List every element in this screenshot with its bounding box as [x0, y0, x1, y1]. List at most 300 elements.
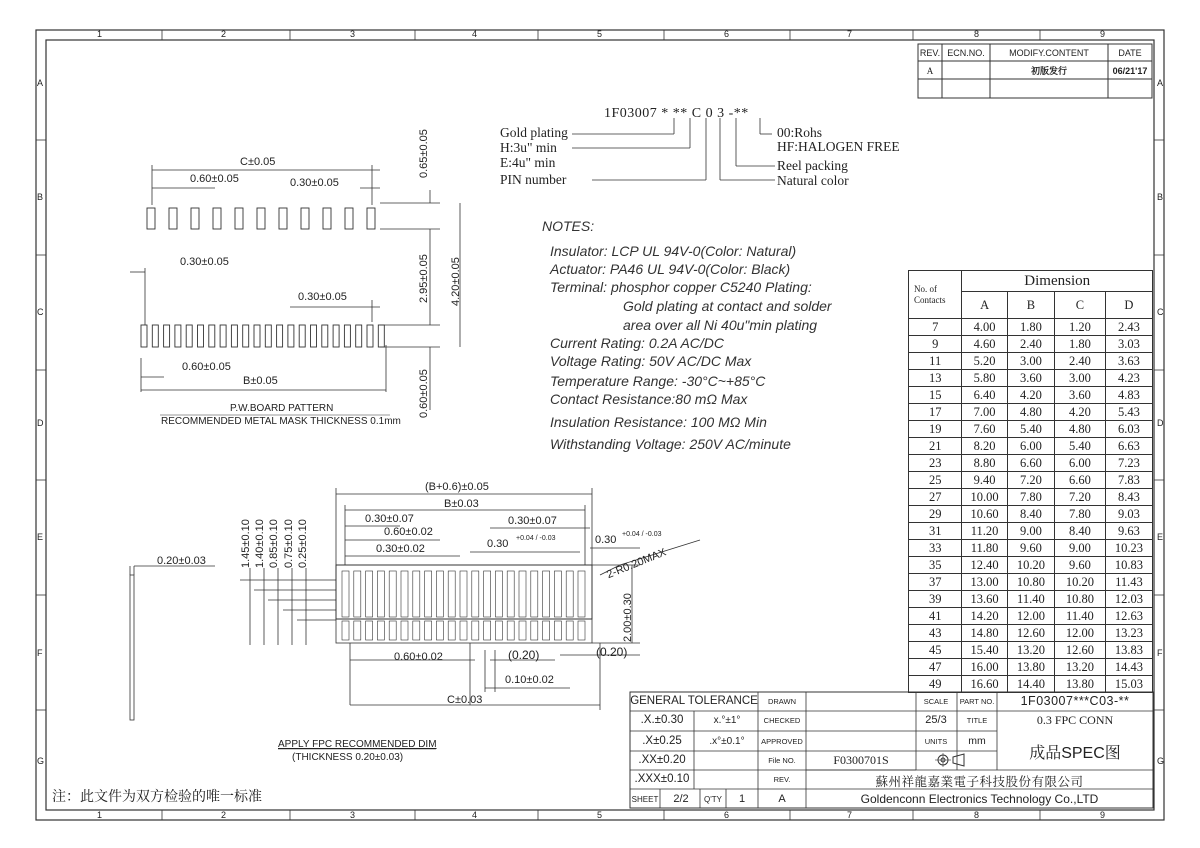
fpc-finger-lower [401, 621, 408, 640]
dim-fpc-pitch: 0.60±0.02 [394, 651, 443, 663]
pcb-pad-bottom [311, 325, 317, 347]
dim-table-cell: 5.40 [1054, 438, 1105, 455]
note-insulation: Insulation Resistance: 100 MΩ Min [550, 414, 767, 430]
rev-date-value: 06/21'17 [1112, 65, 1148, 76]
dim-table-row [909, 642, 1153, 659]
dim-table-cell: 9.00 [1054, 540, 1105, 557]
dim-pcb-pitch-top: 0.60±0.05 [190, 173, 239, 185]
fpc-finger-lower [507, 621, 514, 640]
dim-table-cell: 47 [909, 659, 962, 676]
dim-table-cell: 11.80 [962, 540, 1007, 557]
pcb-pad-bottom [288, 325, 294, 347]
dim-table-cell: 13.83 [1105, 642, 1152, 659]
dim-pcb-pitch-top2: 0.30±0.05 [290, 177, 339, 189]
part-code-note-e: E:4u" min [500, 155, 556, 170]
pcb-pad-bottom [277, 325, 283, 347]
dim-table-cell: 23 [909, 455, 962, 472]
fpc-finger [472, 571, 479, 617]
dim-table-cell: 25 [909, 472, 962, 489]
dim-table-cell: 8.20 [962, 438, 1007, 455]
fpc-finger-lower [413, 621, 420, 640]
pcb-pad-top [147, 208, 155, 229]
fpc-finger [342, 571, 349, 617]
tb-ang-2: .x°±0.1° [709, 735, 745, 747]
dim-table-cell: 9 [909, 336, 962, 353]
dim-fpc-p7: 0.10±0.02 [505, 674, 554, 686]
note-withstanding: Withstanding Voltage: 250V AC/minute [550, 436, 791, 452]
pcb-pad-bottom [152, 325, 158, 347]
tb-qty: 1 [738, 793, 746, 805]
tb-units: mm [968, 735, 986, 747]
frame-column-number: 4 [472, 29, 478, 39]
tb-scale-label: SCALE [923, 696, 949, 706]
note-current: Current Rating: 0.2A AC/DC [550, 335, 725, 351]
dim-fpc-p2: 0.30±0.07 [508, 515, 557, 527]
frame-row-letter: E [37, 532, 44, 542]
dim-table-cell: 11.20 [962, 523, 1007, 540]
dim-table-contacts-header-2: Contacts [914, 294, 946, 305]
pcb-pad-top [235, 208, 243, 229]
dim-table-cell: 4.00 [962, 319, 1007, 336]
dim-pcb-v2: 2.95±0.05 [418, 254, 430, 303]
fpc-finger [519, 571, 526, 617]
frame-row-letter: F [1157, 648, 1163, 658]
dim-table-contacts-header-1: No. of [914, 283, 937, 294]
dim-fpc-v4: 0.75±0.10 [283, 519, 295, 568]
frame-column-number: 5 [597, 810, 603, 820]
rev-value: A [926, 65, 934, 76]
dim-table-cell: 11.43 [1105, 574, 1152, 591]
dim-table-cell: 15 [909, 387, 962, 404]
dim-table-row [909, 574, 1153, 591]
dim-table-col-c: C [1054, 292, 1105, 319]
dim-table-cell: 6.60 [1007, 455, 1054, 472]
dim-fpc-p1: 0.30±0.07 [365, 513, 414, 525]
dim-table-cell: 2.40 [1054, 353, 1105, 370]
dim-table-cell: 7.80 [1007, 489, 1054, 506]
note-contact-resistance: Contact Resistance:80 mΩ Max [550, 391, 748, 407]
dim-table-cell: 7.20 [1054, 489, 1105, 506]
tb-drawn: DRAWN [767, 696, 797, 706]
dim-table-cell: 16.60 [962, 676, 1007, 693]
fpc-body-lower [336, 619, 592, 643]
fpc-finger [507, 571, 514, 617]
fpc-finger [413, 571, 420, 617]
fpc-finger [578, 571, 585, 617]
frame-column-number: 2 [221, 29, 227, 39]
rev-header-content: MODIFY.CONTENT [1009, 47, 1089, 58]
dim-pcb-pitch-bottom: 0.60±0.05 [182, 361, 231, 373]
tb-rev-label: REV. [773, 774, 791, 784]
dim-pcb-offset: 0.30±0.05 [180, 256, 229, 268]
pcb-pad-top [257, 208, 265, 229]
dim-table-cell: 10.20 [1054, 574, 1105, 591]
fpc-finger-lower [354, 621, 361, 640]
dim-table-cell: 6.63 [1105, 438, 1152, 455]
pcb-pad-bottom [265, 325, 271, 347]
dim-table-cell: 1.80 [1007, 319, 1054, 336]
dim-table-row [909, 319, 1153, 336]
note-actuator: Actuator: PA46 UL 94V-0(Color: Black) [550, 261, 791, 277]
dim-table-cell: 10.60 [962, 506, 1007, 523]
dim-fpc-thickness: 0.20±0.03 [157, 555, 206, 567]
fpc-finger [531, 571, 538, 617]
dim-pcb-pitch-mid: 0.30±0.05 [298, 291, 347, 303]
dim-fpc-b: B±0.03 [444, 498, 479, 510]
fpc-finger-lower [377, 621, 384, 640]
dim-table-cell: 3.60 [1007, 370, 1054, 387]
tb-checked: CHECKED [763, 715, 801, 725]
pcb-pad-top [323, 208, 331, 229]
dim-table-cell: 15.03 [1105, 676, 1152, 693]
dim-table-cell: 7 [909, 319, 962, 336]
fpc-finger-lower [436, 621, 443, 640]
dim-table-cell: 6.00 [1054, 455, 1105, 472]
tb-doc-title: 成品SPEC图 [1029, 744, 1121, 762]
fpc-finger [401, 571, 408, 617]
pcb-pad-top [213, 208, 221, 229]
dim-fpc-p5-tol: +0.04 / -0.03 [516, 535, 556, 542]
dim-table-cell: 3.60 [1054, 387, 1105, 404]
tb-units-label: UNITS [924, 736, 948, 746]
frame-row-letter: D [37, 418, 44, 428]
dim-table-cell: 27 [909, 489, 962, 506]
dim-table-cell: 13.20 [1054, 659, 1105, 676]
dim-fpc-height: 2.00±0.30 [622, 593, 634, 642]
tb-tol-4: .XXX±0.10 [634, 773, 690, 785]
rev-header-rev: REV. [919, 47, 941, 58]
pcb-pad-bottom [254, 325, 260, 347]
dim-table-cell: 49 [909, 676, 962, 693]
dim-table-row [909, 489, 1153, 506]
pcb-pad-top [345, 208, 353, 229]
fpc-finger [448, 571, 455, 617]
note-plating-2: area over all Ni 40u"min plating [623, 317, 818, 333]
dim-table-cell: 10.80 [1054, 591, 1105, 608]
tb-scale: 25/3 [925, 714, 947, 726]
dim-table-cell: 37 [909, 574, 962, 591]
dim-table-cell: 9.40 [962, 472, 1007, 489]
dim-table-row [909, 608, 1153, 625]
pcb-pad-bottom [378, 325, 384, 347]
tb-part-no-label: PART NO. [959, 696, 995, 706]
dim-table-cell: 4.60 [962, 336, 1007, 353]
dim-table-col-a: A [962, 292, 1007, 319]
dim-table-cell: 21 [909, 438, 962, 455]
fpc-finger-lower [460, 621, 467, 640]
pcb-pad-top [301, 208, 309, 229]
frame-row-letter: F [37, 648, 43, 658]
dim-table-cell: 7.23 [1105, 455, 1152, 472]
fpc-finger-lower [389, 621, 396, 640]
dim-table-cell: 8.40 [1007, 506, 1054, 523]
dim-table-cell: 1.80 [1054, 336, 1105, 353]
dim-table-cell: 12.00 [1054, 625, 1105, 642]
pcb-pattern-title: P.W.BOARD PATTERN [230, 403, 334, 414]
part-code-note-h: H:3u" min [500, 140, 557, 155]
pcb-pad-bottom [299, 325, 305, 347]
pcb-pad-bottom [220, 325, 226, 347]
dim-fpc-p4: 0.30±0.02 [376, 543, 425, 555]
dim-table-row [909, 472, 1153, 489]
dim-table-cell: 4.23 [1105, 370, 1152, 387]
dim-table-cell: 41 [909, 608, 962, 625]
dim-table-cell: 31 [909, 523, 962, 540]
dim-pcb-v4: 0.60±0.05 [418, 369, 430, 418]
dim-table-cell: 6.00 [1007, 438, 1054, 455]
dim-table-row [909, 523, 1153, 540]
rev-content-value: 初版发行 [1030, 66, 1067, 76]
pcb-pad-bottom [356, 325, 362, 347]
dim-table-cell: 13.80 [1054, 676, 1105, 693]
dim-table-row [909, 438, 1153, 455]
pcb-pad-bottom [186, 325, 192, 347]
dim-table-row [909, 353, 1153, 370]
dim-table-cell: 4.80 [1007, 404, 1054, 421]
frame-row-letter: C [1157, 307, 1164, 317]
dim-table-row [909, 421, 1153, 438]
frame-row-letter: G [1157, 756, 1165, 766]
frame-column-number: 5 [597, 29, 603, 39]
pcb-pad-bottom [141, 325, 147, 347]
tb-company-cn: 蘇州祥龍嘉業電子科技股份有限公司 [875, 775, 1084, 789]
part-code-note-reel: Reel packing [777, 158, 848, 173]
pcb-pad-bottom [367, 325, 373, 347]
dim-table-cell: 8.80 [962, 455, 1007, 472]
fpc-finger-lower [566, 621, 573, 640]
projection-symbol-icon [932, 751, 966, 769]
frame-row-letter: B [1157, 192, 1164, 202]
dim-table-cell: 9.60 [1007, 540, 1054, 557]
frame-row-letter: A [37, 78, 44, 88]
fpc-finger-lower [484, 621, 491, 640]
dim-table-cell: 13.20 [1007, 642, 1054, 659]
dim-table-row [909, 506, 1153, 523]
frame-column-number: 4 [472, 810, 478, 820]
dim-table-cell: 10.83 [1105, 557, 1152, 574]
dimension-table [908, 270, 1153, 693]
dim-table-cell: 13.23 [1105, 625, 1152, 642]
pcb-pad-bottom [209, 325, 215, 347]
dim-table-cell: 6.40 [962, 387, 1007, 404]
tb-sheet-label: SHEET [631, 794, 659, 804]
dim-table-cell: 2.40 [1007, 336, 1054, 353]
dim-table-cell: 4.80 [1054, 421, 1105, 438]
dim-table-row [909, 659, 1153, 676]
dim-table-cell: 12.03 [1105, 591, 1152, 608]
frame-row-letter: A [1157, 78, 1164, 88]
fpc-finger [366, 571, 373, 617]
fpc-subtitle: (THICKNESS 0.20±0.03) [292, 752, 404, 763]
fpc-finger [495, 571, 502, 617]
dim-table-cell: 8.40 [1054, 523, 1105, 540]
part-code-note-gold: Gold plating [500, 125, 568, 140]
pcb-pad-bottom [243, 325, 249, 347]
rev-header-date: DATE [1118, 47, 1142, 58]
pcb-pad-top [169, 208, 177, 229]
dim-table-cell: 3.00 [1054, 370, 1105, 387]
pcb-pad-bottom [231, 325, 237, 347]
dim-pcb-b: B±0.05 [243, 375, 278, 387]
tb-file-no: F0300701S [833, 752, 889, 767]
dim-table-cell: 2.43 [1105, 319, 1152, 336]
part-code-note-color: Natural color [777, 173, 849, 188]
part-code-note-pin: PIN number [500, 172, 567, 187]
dim-table-cell: 10.23 [1105, 540, 1152, 557]
fpc-finger [425, 571, 432, 617]
dim-table-cell: 14.20 [962, 608, 1007, 625]
dim-table-cell: 12.40 [962, 557, 1007, 574]
dim-table-cell: 14.43 [1105, 659, 1152, 676]
dim-table-cell: 11 [909, 353, 962, 370]
dim-table-cell: 4.83 [1105, 387, 1152, 404]
dim-table-cell: 10.00 [962, 489, 1007, 506]
fpc-finger [484, 571, 491, 617]
part-code-note-rohs: 00:Rohs [777, 125, 823, 140]
dim-table-cell: 16.00 [962, 659, 1007, 676]
dim-table-cell: 3.63 [1105, 353, 1152, 370]
dim-table-cell: 6.03 [1105, 421, 1152, 438]
pcb-pad-bottom [322, 325, 328, 347]
dim-table-row [909, 540, 1153, 557]
dim-table-row [909, 455, 1153, 472]
dim-table-cell: 19 [909, 421, 962, 438]
dim-fpc-ref1: (0.20) [508, 648, 540, 662]
dim-fpc-v2: 1.40±0.10 [254, 519, 266, 568]
dim-fpc-b06: (B+0.6)±0.05 [425, 481, 489, 493]
frame-column-number: 3 [350, 29, 356, 39]
dim-table-col-b: B [1007, 292, 1054, 319]
dim-table-cell: 4.20 [1054, 404, 1105, 421]
fpc-finger [354, 571, 361, 617]
fpc-finger-lower [472, 621, 479, 640]
dim-table-row [909, 370, 1153, 387]
tb-tol-3: .XX±0.20 [638, 754, 686, 766]
frame-column-number: 1 [97, 29, 103, 39]
dim-table-cell: 7.80 [1054, 506, 1105, 523]
dim-table-row [909, 404, 1153, 421]
dim-fpc-p6-tol: +0.04 / -0.03 [622, 531, 662, 538]
frame-column-number: 9 [1100, 810, 1106, 820]
tb-rev: A [778, 793, 786, 805]
dim-table-cell: 13 [909, 370, 962, 387]
frame-column-number: 6 [724, 29, 730, 39]
dim-table-cell: 5.80 [962, 370, 1007, 387]
dim-table-row [909, 336, 1153, 353]
fpc-finger-lower [531, 621, 538, 640]
dim-table-cell: 17 [909, 404, 962, 421]
dim-table-contacts-header [909, 271, 962, 319]
fpc-side-view [130, 575, 134, 720]
dim-fpc-p3: 0.60±0.02 [384, 526, 433, 538]
dim-table-cell: 9.60 [1054, 557, 1105, 574]
frame-column-number: 8 [974, 810, 980, 820]
dim-fpc-v5: 0.25±0.10 [297, 519, 309, 568]
frame-row-letter: D [1157, 418, 1164, 428]
dim-table-cell: 5.20 [962, 353, 1007, 370]
dim-table-cell: 4.20 [1007, 387, 1054, 404]
frame-column-number: 7 [847, 810, 853, 820]
fpc-finger [377, 571, 384, 617]
tb-general-tolerance: GENERAL TOLERANCE [630, 695, 758, 707]
dim-pcb-c: C±0.05 [240, 156, 276, 168]
dim-table-cell: 12.60 [1054, 642, 1105, 659]
dim-table-cell: 7.60 [962, 421, 1007, 438]
dim-table-cell: 15.40 [962, 642, 1007, 659]
frame-column-number: 3 [350, 810, 356, 820]
dim-table-cell: 7.00 [962, 404, 1007, 421]
fpc-finger-lower [495, 621, 502, 640]
dim-table-row [909, 387, 1153, 404]
dim-table-cell: 8.43 [1105, 489, 1152, 506]
dim-table-row [909, 676, 1153, 693]
dim-table-cell: 1.20 [1054, 319, 1105, 336]
dim-table-cell: 29 [909, 506, 962, 523]
dim-table-body [909, 319, 1153, 693]
fpc-finger-lower [578, 621, 585, 640]
dim-table-cell: 11.40 [1007, 591, 1054, 608]
dim-fpc-c: C±0.03 [447, 694, 483, 706]
dim-table-cell: 7.20 [1007, 472, 1054, 489]
tb-company-en: Goldenconn Electronics Technology Co.,LTD [860, 792, 1099, 806]
dim-table-cell: 35 [909, 557, 962, 574]
tb-file-no-label: File NO. [768, 755, 796, 765]
fpc-finger [389, 571, 396, 617]
fpc-finger-lower [543, 621, 550, 640]
dim-table-cell: 6.60 [1054, 472, 1105, 489]
dim-table-cell: 13.60 [962, 591, 1007, 608]
dim-fpc-v1: 1.45±0.10 [240, 519, 252, 568]
dim-table-cell: 11.40 [1054, 608, 1105, 625]
dim-table-cell: 12.00 [1007, 608, 1054, 625]
fpc-finger-lower [554, 621, 561, 640]
tb-approved: APPROVED [761, 736, 803, 746]
dim-table-row [909, 591, 1153, 608]
dim-table-cell: 7.83 [1105, 472, 1152, 489]
tb-ang-1: x.°±1° [713, 714, 741, 726]
frame-row-letter: G [37, 756, 45, 766]
dim-table-cell: 13.80 [1007, 659, 1054, 676]
pcb-pad-bottom [164, 325, 170, 347]
tb-qty-label: Q'TY [704, 794, 722, 804]
pcb-pad-top [279, 208, 287, 229]
dim-table-cell: 9.00 [1007, 523, 1054, 540]
frame-column-number: 8 [974, 29, 980, 39]
frame-column-number: 1 [97, 810, 103, 820]
fpc-finger-lower [448, 621, 455, 640]
fpc-finger [566, 571, 573, 617]
dim-pcb-v3: 4.20±0.05 [450, 257, 462, 306]
note-terminal: Terminal: phosphor copper C5240 Plating: [550, 279, 812, 295]
fpc-finger-lower [342, 621, 349, 640]
dim-table-cell: 43 [909, 625, 962, 642]
frame-row-letter: B [37, 192, 44, 202]
pcb-pad-bottom [175, 325, 181, 347]
tb-tol-2: .X±0.25 [642, 735, 682, 747]
dim-table-cell: 14.80 [962, 625, 1007, 642]
dim-table-cell: 9.03 [1105, 506, 1152, 523]
dim-table-cell: 5.43 [1105, 404, 1152, 421]
fpc-body-upper [336, 565, 592, 619]
fpc-finger [436, 571, 443, 617]
dim-table-cell: 14.40 [1007, 676, 1054, 693]
fpc-finger [554, 571, 561, 617]
dim-table-cell: 3.00 [1007, 353, 1054, 370]
tb-title-label: TITLE [966, 715, 988, 725]
dim-table-cell: 12.60 [1007, 625, 1054, 642]
dim-fpc-ref2: (0.20) [596, 645, 628, 659]
tb-title: 0.3 FPC CONN [1036, 712, 1114, 727]
